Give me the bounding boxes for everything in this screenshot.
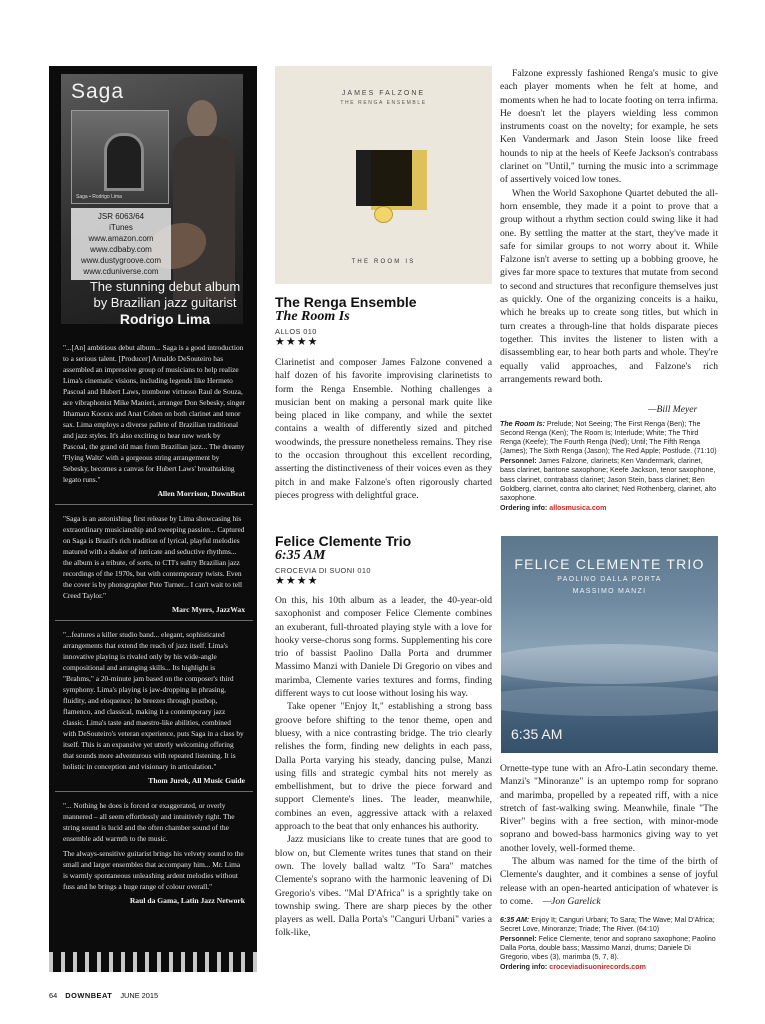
film-strip-decoration xyxy=(49,952,257,972)
ordering-label: Ordering info: xyxy=(500,963,548,972)
review-paragraph-text: The album was named for the time of the birth of Clemente's daughter, and it combines a sense of joyful release with an open-hearted anticipation of whatever is to come. xyxy=(500,856,718,907)
cover-album-title: 6:35 AM xyxy=(511,726,563,742)
issue-date: JUNE 2015 xyxy=(120,991,159,1000)
magazine-name: DOWNBEAT xyxy=(65,991,113,1000)
quote-text: "Saga is an astonishing first release by Lima showcasing his extraordinary musicianship and sweeping passion... Captured on Saga is Brazil's rich tradition of lyrical, playful melodies matured with a shaker of intricate and seductive rhythms... the album is a tribute, of sorts, to CTI's sultry Brazilian jazz recordings of the 1970s, but with contemporary twists. Even the cover is by photographer Pete Turner... I can't wait to tell Creed Taylor." xyxy=(63,514,245,600)
personnel xyxy=(500,935,718,962)
quote-source: Marc Myers, JazzWax xyxy=(171,605,245,614)
cover-musician: MASSIMO MANZI xyxy=(572,588,647,595)
review-artist: Felice Clemente Trio xyxy=(275,533,412,549)
review-paragraph: Ornette-type tune with an Afro-Latin secondary theme. Manzi's "Minoranze" is an uptempo romp for soprano and marimba, propelled by a repeated riff, with a nice stretch of fast-walking swing. Meanwhile, finale "The River" begins with a free section, with minor-mode soprano and bowed-bass harmonics giving way to yet another lovely, well-formed theme. xyxy=(500,763,718,854)
review-paragraph: Falzone expressly fashioned Renga's music to give each player moments when he felt at home, and moments when he had to locate footing on terra infirma. He doesn't let the players wielding less common instruments coast on the novelty; for example, he sets Ken Vandermark and Jason Stein loose like freed hounds to nip at the heels of Keefe Jackson's contrabass clarinet on "Until," turning the music into a scrimmage of assertively voiced low tones. xyxy=(500,68,718,186)
quote-text: "... Nothing he does is forced or exaggerated, or overly mannered – all seem effortlessly and intuitively right. The string sound is lucid and the often chamber sound of the ensemble add warmth to the music. xyxy=(63,801,235,843)
renga-album-cover xyxy=(275,66,492,284)
review-album: The Room Is xyxy=(275,309,350,324)
tracklist-text: Enjoy It; Canguri Urbani; To Sara; The Wave; Mal D'Africa; Secret Love, Minoranze; Triade; The River. (64:10) xyxy=(500,916,715,934)
cover-ensemble: THE RENGA ENSEMBLE xyxy=(340,100,427,106)
review-paragraph: When the World Saxophone Quartet debuted the all-horn ensemble, they made it a point to prove that a group without a rhythm section could swing like it had one. By settling the matter at the start, they've made it safe for similar groups to not worry about it. While Falzone isn't averse to setting up a bobbing groove, he gives far more space to textures that mutate from second to second and structures that reconfigure themselves just as quickly. One of the organizing conceits is a haiku, which he breaks up to create song titles, but which in turn creates a through-line that holds disparate pieces together. This invites the listener to listen with a disassembling ear, to hear both parts and whole. They're equally valid approaches, and Falzone's rich arrangements reward both. xyxy=(500,187,718,385)
retail-links xyxy=(71,208,171,280)
personnel-text: James Falzone, clarinets; Ken Vandermark, clarinet, bass clarinet, baritone saxophone; Keefe Jackson, tenor saxophone, bass clarinet, contrabass clarinet; Jason Stein, bass clarinet; Ben Goldberg, clarinet, contra alto clarinet; Ned Rothenberg, clarinet, alto saxophone. xyxy=(500,457,717,502)
guitarist-head xyxy=(187,100,217,138)
retail-link-cdbaby[interactable]: www.cdbaby.com xyxy=(90,245,152,254)
star-rating: ★★★★ xyxy=(275,575,319,587)
review-body-continued xyxy=(500,762,718,908)
personnel-label: Personnel: xyxy=(500,457,537,466)
album-details xyxy=(500,420,718,514)
retail-link-cduniverse[interactable]: www.cduniverse.com xyxy=(83,267,159,276)
saga-logo: Saga xyxy=(71,80,125,103)
ordering-info xyxy=(500,504,718,513)
star-rating: ★★★★ xyxy=(275,336,319,348)
tagline-line-2: by Brazilian jazz guitarist xyxy=(93,295,237,310)
retail-link-amazon[interactable]: www.amazon.com xyxy=(88,234,154,243)
apple-icon xyxy=(374,206,393,223)
tracklist-label: 6:35 AM: xyxy=(500,916,530,924)
personnel-label: Personnel: xyxy=(500,935,537,944)
ordering-link[interactable]: allosmusica.com xyxy=(549,503,607,512)
page-number: 64 xyxy=(49,991,58,1000)
artist-name: Rodrigo Lima xyxy=(119,311,211,327)
ad-photo xyxy=(61,74,243,327)
review-label: CROCEVIA DI SUONI 010 xyxy=(275,566,371,575)
review-album: 6:35 AM xyxy=(275,548,326,563)
reviewer-byline: —Jon Garelick xyxy=(542,895,601,907)
review-body-continued xyxy=(500,67,718,386)
tracklist-label: The Room Is: xyxy=(500,420,545,428)
quote-source: Thom Jurek, All Music Guide xyxy=(148,776,245,785)
cover-yellow-square xyxy=(371,150,427,210)
clemente-album-cover xyxy=(501,536,718,753)
ad-tagline xyxy=(71,279,257,327)
review-artist: The Renga Ensemble xyxy=(275,294,417,310)
cover-musician: PAOLINO DALLA PORTA xyxy=(557,576,662,583)
review-paragraph: Jazz musicians like to create tunes that are good to blow on, but Clemente writes tunes that stand on their own. The lovely ballad waltz "To Sara" matches Clemente's soprano with the harmonic leavening of Di Gregorio's vibes. "Mal D'Africa" is a sprightly take on township swing. There are sharp pieces by the other players as well. Dalla Porta's "Canguri Urbani" varies a folk-like, xyxy=(275,834,492,939)
divider xyxy=(55,620,253,621)
retail-link-dustygroove[interactable]: www.dustygroove.com xyxy=(80,256,162,265)
divider xyxy=(55,791,253,792)
cover-artist: JAMES FALZONE xyxy=(341,90,426,97)
page-footer xyxy=(49,991,158,1000)
press-quotes xyxy=(63,342,245,911)
tracklist-text: Prelude; Not Seeing; The First Renga (Ben); The Second Renga (Ken); The Room Is; Interlude; White; The Third Renga (Keefe); The Fourth Renga (Ned); Until; The Fifth Renga (James); The Sixth Renga (Jason); The Red Apple; Postlude. (71:10) xyxy=(500,420,717,456)
review-paragraph: On this, his 10th album as a leader, the 40-year-old saxophonist and composer Felice Clemente combines an exuberant, full-throated playing style with a love for hooky verse-chorus song forms. Supplementing his core trio of bassist Paolino Dalla Porta and drummer Massimo Manzi with Daniele Di Gregorio on vibes and marimba, Clemente varies textures and forms, finding different ways to cut loose without losing his way. xyxy=(275,595,492,700)
album-details xyxy=(500,916,718,974)
review-paragraph: Take opener "Enjoy It," establishing a strong bass groove before shifting to the tenor theme, open and bluesy, with a nice contrasting bridge. The trio clearly relishes the form, finding new delights in each pass, Dalla Porta varying his steady, dancing pulse, Manzi using fills and strategic cymbal hits not merely as embellishment, but to drive the piece forward and support Clemente's lines. The leader, meanwhile, combines an even, aggressive attack with a relaxed approach to the beat that only enhances his authority. xyxy=(275,701,492,833)
review-body xyxy=(275,356,492,502)
ordering-label: Ordering info: xyxy=(500,503,548,512)
divider xyxy=(55,504,253,505)
guitarist-body xyxy=(173,136,235,300)
catalog-number: JSR 6063/64 xyxy=(97,212,145,221)
cover-wave xyxy=(501,686,718,716)
review-body xyxy=(275,594,492,940)
ordering-info xyxy=(500,963,718,972)
cover-title: FELICE CLEMENTE TRIO xyxy=(514,556,705,572)
reviewer-byline: —Bill Meyer xyxy=(648,404,698,415)
retail-link-itunes[interactable]: iTunes xyxy=(109,223,133,232)
cover-wave xyxy=(501,644,718,684)
cover-caption: Saga • Rodrigo Lima xyxy=(76,194,122,200)
ordering-link[interactable]: croceviadisuonirecords.com xyxy=(549,963,646,972)
album-cover-thumbnail xyxy=(71,110,169,204)
personnel xyxy=(500,457,718,502)
quote-source: Allen Morrison, DownBeat xyxy=(157,489,245,498)
guitarist-photo xyxy=(173,100,235,300)
tagline-line-1: The stunning debut album xyxy=(89,279,241,294)
tracklist xyxy=(500,916,718,934)
quote-text: "...features a killer studio band... elegant, sophisticated arrangements that extend the reach of jazz itself. Lima's innovative playing is rivaled only by his wide-angle compositional and arranging skills... Its highlight is "Brahms," a 20-minute jam based on the composer's third symphony. Lima's playing is jaw-dropping in phrasing, fluidity, and eloquence; he breezes through postbop, flamenco, and classical, making it a contemporary jazz classic. Lima's taste and maestro-like abilities, combined with DeSouteiro's veteran experience, puts Saga in a class by itself. This is an expansive yet utterly welcoming offering that sounds more adventurous with repeated listening. It is holistic in conception and visionary in articulation." xyxy=(63,630,244,771)
quote-source: Raul da Gama, Latin Jazz Network xyxy=(129,896,245,905)
cover-title: THE ROOM IS xyxy=(351,259,416,265)
review-paragraph xyxy=(500,855,718,908)
archway-graphic xyxy=(104,133,144,191)
saga-advertisement xyxy=(49,66,257,972)
tracklist xyxy=(500,420,718,456)
review-paragraph: Clarinetist and composer James Falzone convened a half dozen of his favorite improvising clarinetists to form the Renga Ensemble. Nothing challenges a musician bent on making a personal mark quite like being placed in like company, and while the sextet contains a wealth of differently sized and pitched woodwinds, the pressure nonetheless remains. They rise to the occasion throughout this excellent recording, asserting the distinctiveness of their voices even as they pitch in and make Falzone's often rigorously charted pieces progress with delightful grace. xyxy=(275,357,492,501)
personnel-text: Felice Clemente, tenor and soprano saxophone; Paolino Dalla Porta, double bass; Massimo Manzi, drums; Daniele Di Gregorio, vibes (3), marimba (5, 7, 8). xyxy=(500,935,716,962)
review-label: ALLOS 010 xyxy=(275,327,317,336)
quote-text: "...[An] ambitious debut album... Saga is a good introduction to a serious talent. [Producer] Arnaldo DeSouteiro has assembled an impressive group of musicians to help realize Lima's cinematic visions, including legends like Hermeto Pascoal and Hubert Laws, trombone virtuoso Raul de Souza, ace vibraphonist Mike Manieri, arranger Don Sebesky, singer Ithamara Koorax and Anat Cohen on both clarinet and tenor sax. Lima employs a diverse pallete of Brazilian traditional and jazz styles. It's also exciting to hear new work by Pascoal, the grand old man from Brazilian jazz... The dreamy 'Flying Waltz' with a gorgeous string arrangement by Sebesky, becomes a canvas for Hubert Laws' breathtaking legato runs." xyxy=(63,343,245,484)
quote-text-continued: The always-sensitive guitarist brings his velvety sound to the small and larger ensembles that accompany him... Mr. Lima is warmly spontaneous unleashing ardent melodies without fuss and he brings a huge range of colour overall." xyxy=(63,849,244,891)
